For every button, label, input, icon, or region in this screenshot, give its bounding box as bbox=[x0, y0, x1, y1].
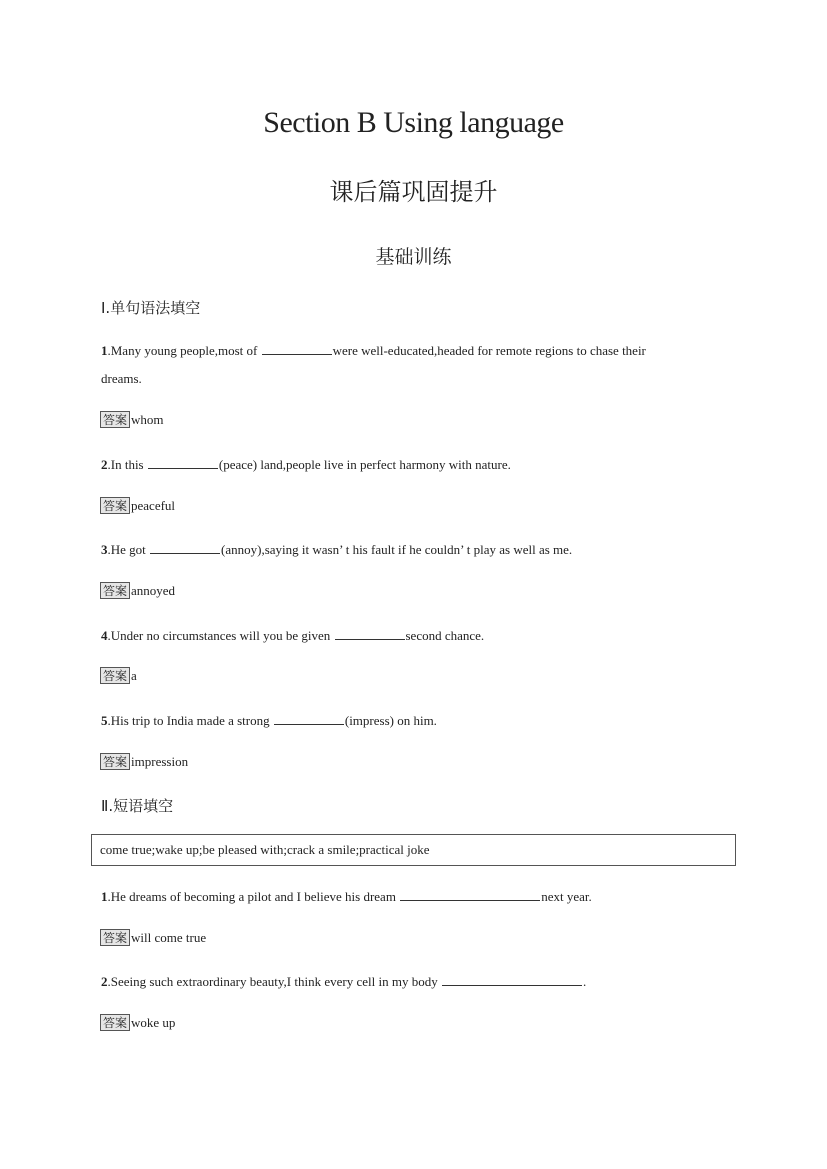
answer-row bbox=[100, 1014, 175, 1031]
section-heading-1: Ⅰ.单句语法填空 bbox=[101, 299, 201, 317]
question-2-2 bbox=[101, 973, 586, 990]
answer-badge: 答案 bbox=[100, 929, 130, 946]
question-2-1 bbox=[101, 888, 592, 905]
answer-text: peaceful bbox=[131, 497, 176, 513]
question-1-5 bbox=[101, 712, 437, 729]
question-text: .Under no circumstances will you be given bbox=[107, 628, 334, 643]
page-subtitle: 课后篇巩固提升 bbox=[329, 178, 498, 206]
phrase-bank-text: come true;wake up;be pleased with;crack a smile;practical joke bbox=[100, 842, 430, 857]
answer-badge: 答案 bbox=[100, 1014, 130, 1031]
answer-row bbox=[100, 753, 188, 770]
section-subheading: 基础训练 bbox=[375, 246, 452, 268]
question-text: .His trip to India made a strong bbox=[107, 713, 273, 728]
answer-row bbox=[100, 929, 206, 946]
answer-badge: 答案 bbox=[100, 497, 130, 514]
answer-row bbox=[100, 582, 175, 599]
question-1-4 bbox=[101, 627, 484, 644]
question-text: .Many young people,most of bbox=[107, 343, 261, 358]
answer-blank[interactable] bbox=[148, 456, 218, 469]
phrase-bank-box bbox=[91, 834, 736, 866]
answer-blank[interactable] bbox=[262, 342, 332, 355]
question-1-1-line2: dreams. bbox=[101, 371, 142, 386]
question-number: 2 bbox=[101, 457, 108, 472]
answer-text: annoyed bbox=[131, 582, 176, 598]
answer-blank[interactable] bbox=[274, 712, 344, 725]
answer-row bbox=[100, 667, 137, 684]
question-number: 1 bbox=[101, 889, 108, 904]
answer-blank[interactable] bbox=[335, 627, 405, 640]
question-number: 2 bbox=[101, 974, 108, 989]
answer-blank[interactable] bbox=[150, 541, 220, 554]
answer-text: a bbox=[131, 667, 137, 683]
answer-text: whom bbox=[131, 411, 164, 427]
question-text: .He got bbox=[107, 542, 150, 557]
question-number: 3 bbox=[101, 542, 108, 557]
section-heading-2: Ⅱ.短语填空 bbox=[101, 797, 174, 815]
answer-text: will come true bbox=[131, 929, 207, 945]
answer-badge: 答案 bbox=[100, 753, 130, 770]
question-text: next year. bbox=[541, 889, 592, 904]
question-number: 5 bbox=[101, 713, 108, 728]
question-text: (peace) land,people live in perfect harmony with nature. bbox=[218, 457, 511, 472]
question-1-2 bbox=[101, 456, 511, 473]
question-text: . bbox=[582, 974, 587, 989]
answer-row bbox=[100, 497, 175, 514]
page-title: Section B Using language bbox=[263, 106, 564, 139]
question-text: (impress) on him. bbox=[344, 713, 437, 728]
question-text: (annoy),saying it wasn’ t his fault if he couldn’ t play as well as me. bbox=[221, 542, 573, 557]
answer-badge: 答案 bbox=[100, 411, 130, 428]
question-text: second chance. bbox=[405, 628, 485, 643]
question-1-1 bbox=[101, 342, 646, 359]
question-1-3 bbox=[101, 541, 572, 558]
answer-blank[interactable] bbox=[442, 973, 582, 986]
answer-badge: 答案 bbox=[100, 667, 130, 684]
question-number: 4 bbox=[101, 628, 108, 643]
question-number: 1 bbox=[101, 343, 108, 358]
answer-row bbox=[100, 411, 164, 428]
answer-blank[interactable] bbox=[400, 888, 540, 901]
answer-text: woke up bbox=[131, 1014, 176, 1030]
question-text: .In this bbox=[107, 457, 147, 472]
question-text: were well-educated,headed for remote regions to chase their bbox=[332, 343, 646, 358]
answer-text: impression bbox=[131, 753, 189, 769]
answer-badge: 答案 bbox=[100, 582, 130, 599]
question-text: .He dreams of becoming a pilot and I believe his dream bbox=[107, 889, 400, 904]
question-text: .Seeing such extraordinary beauty,I think every cell in my body bbox=[107, 974, 441, 989]
